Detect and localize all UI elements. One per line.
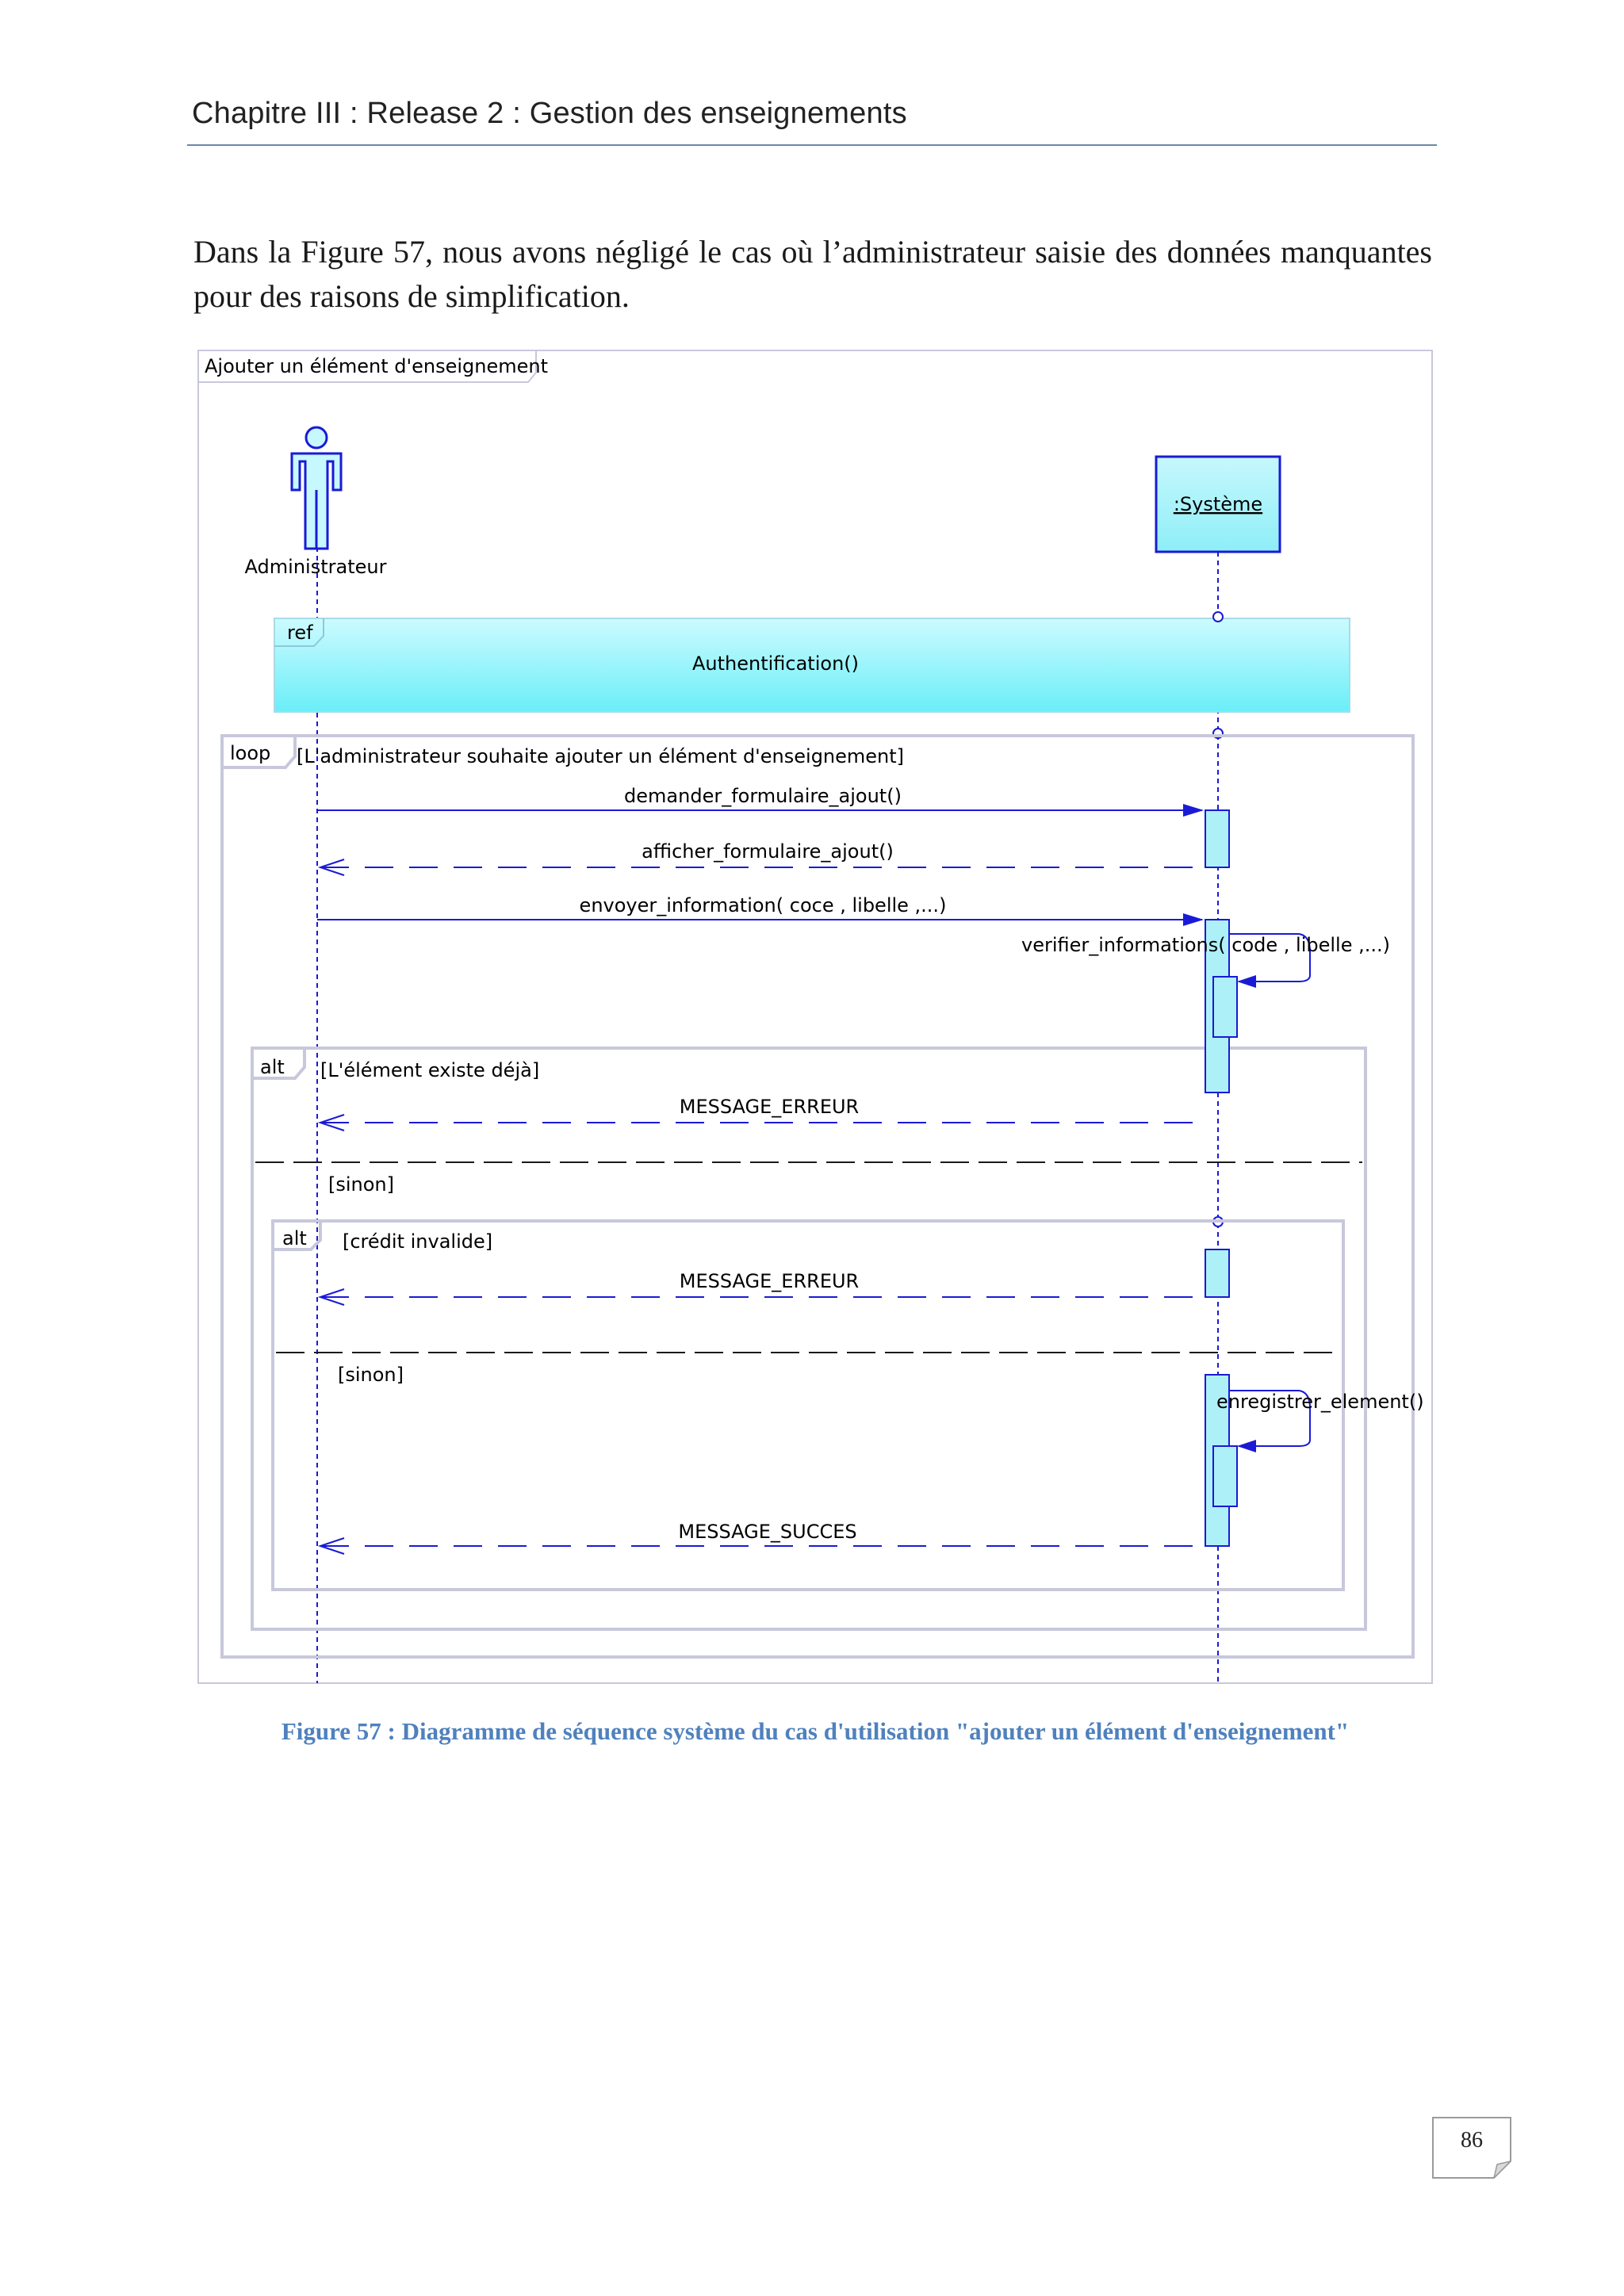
system-object-name: :Système: [1173, 493, 1263, 515]
loop-fragment-tag: loop: [230, 742, 271, 764]
intro-paragraph: Dans la Figure 57, nous avons négligé le cas où l’administrateur saisie des données manquantes pour des raisons de simplification.: [193, 234, 1432, 314]
message-label: enregistrer_element(): [1216, 1391, 1424, 1413]
alt-inner-guard: [crédit invalide]: [343, 1230, 493, 1253]
message-label: MESSAGE_ERREUR: [679, 1270, 860, 1292]
message-label: afficher_formulaire_ajout(): [642, 840, 894, 863]
message-label: envoyer_information( coce , libelle ,...): [579, 894, 947, 916]
chapter-header-title: Chapitre III : Release 2 : Gestion des enseignements: [192, 97, 907, 130]
figure-caption: Figure 57 : Diagramme de séquence système du cas d'utilisation "ajouter un élément d'enseignement": [281, 1717, 1350, 1745]
activation-bar: [1205, 1249, 1229, 1297]
ref-fragment-tag: ref: [287, 622, 313, 644]
alt-outer-tag: alt: [260, 1056, 285, 1078]
sequence-diagram: [197, 349, 1434, 1685]
actor-name: Administrateur: [244, 556, 387, 578]
diagram-frame-label: Ajouter un élément d'enseignement: [205, 355, 549, 377]
ref-fragment-label: Authentification(): [691, 652, 860, 675]
page-number: 86: [1461, 2128, 1483, 2152]
alt-inner-else-guard: [sinon]: [338, 1364, 404, 1386]
activation-bar: [1205, 810, 1229, 867]
alt-outer-else-guard: [sinon]: [328, 1173, 395, 1196]
message-label: demander_formulaire_ajout(): [624, 785, 902, 807]
activation-bar: [1213, 1446, 1237, 1506]
header-divider: [187, 144, 1437, 146]
message-label: MESSAGE_SUCCES: [678, 1521, 857, 1543]
message-label: verifier_informations( code , libelle ,...): [1021, 934, 1390, 956]
message-label: MESSAGE_ERREUR: [679, 1096, 860, 1118]
alt-inner-tag: alt: [282, 1227, 307, 1249]
activation-bar: [1213, 977, 1237, 1037]
loop-fragment-guard: [L'administrateur souhaite ajouter un élément d'enseignement]: [297, 745, 905, 767]
alt-outer-guard: [L'élément existe déjà]: [320, 1059, 540, 1081]
